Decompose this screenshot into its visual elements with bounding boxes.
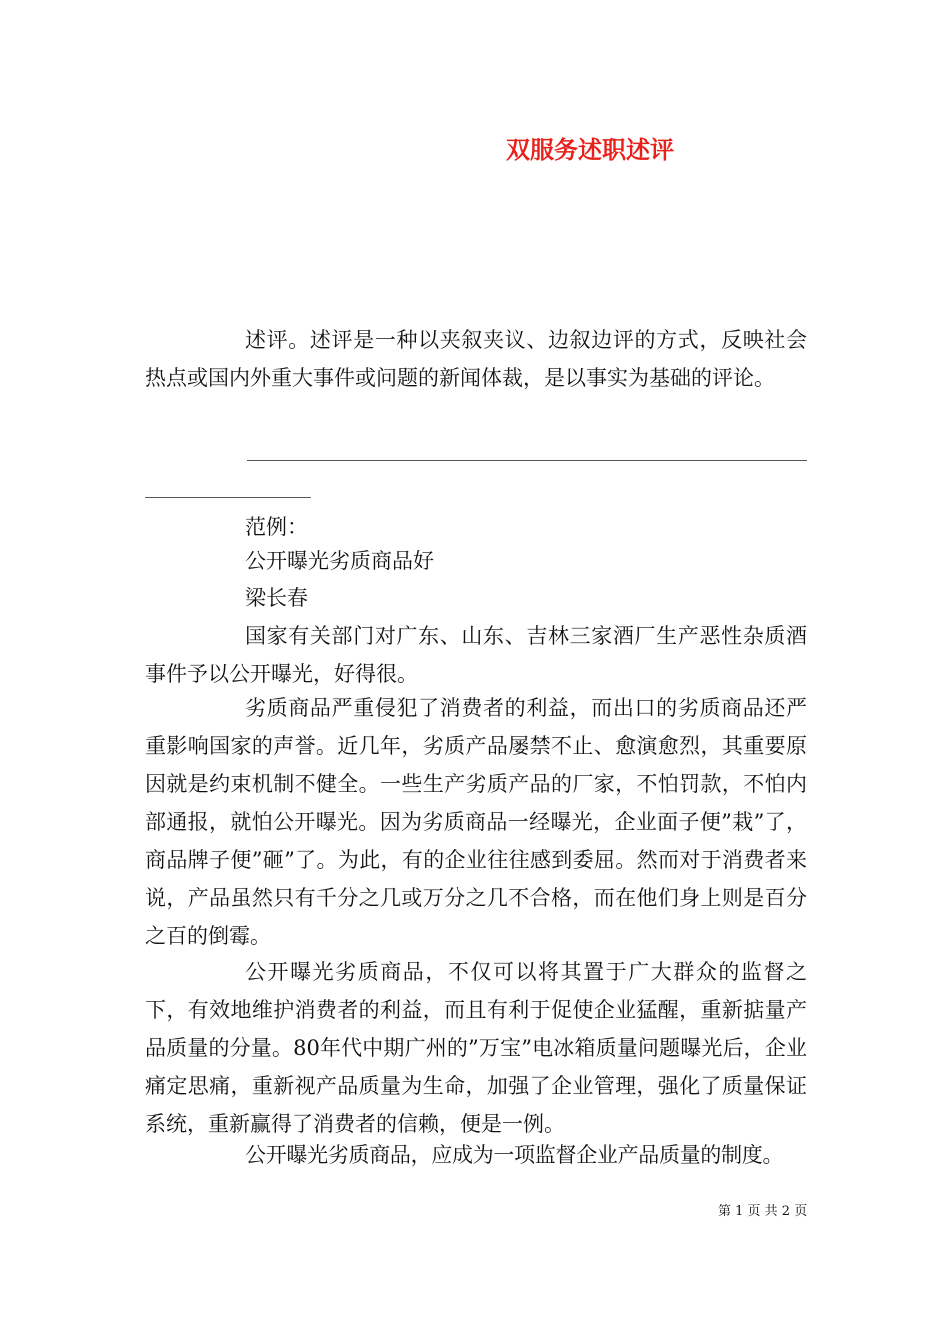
article-paragraph-2: 劣质商品严重侵犯了消费者的利益，而出口的劣质商品还严重影响国家的声誉。近几年，劣质产品屡禁不止、愈演愈烈，其重要原因就是约束机制不健全。一些生产劣质产品的厂家，不怕罚款，不怕内部通报，就怕公开曝光。因为劣质商品一经曝光，企业面子便”栽”了，商品牌子便”砸”了。为此，有的企业往往感到委屈。然而对于消费者来说，产品虽然只有千分之几或万分之几不合格，而在他们身上则是百分之百的倒霉。 (145, 696, 807, 948)
separator-line-2 (145, 497, 311, 498)
document-title: 双服务述职述评 (506, 135, 674, 164)
page-footer: 第 1 页 共 2 页 (718, 1204, 808, 1219)
separator-line-1 (247, 460, 807, 461)
article-paragraph-3: 公开曝光劣质商品，不仅可以将其置于广大群众的监督之下，有效地维护消费者的利益，而且有利于促使企业猛醒，重新掂量产品质量的分量。80年代中期广州的”万宝”电冰箱质量问题曝光后，企业痛定思痛，重新视产品质量为生命，加强了企业管理，强化了质量保证系统，重新赢得了消费者的信赖，便是一例。 (145, 960, 807, 1136)
title-area (0, 0, 950, 180)
example-label: 范例： (245, 515, 308, 539)
intro-paragraph: 述评。述评是一种以夹叙夹议、边叙边评的方式，反映社会热点或国内外重大事件或问题的新闻体裁，是以事实为基础的评论。 (145, 328, 807, 390)
article-author: 梁长春 (245, 586, 308, 610)
article-paragraph-1: 国家有关部门对广东、山东、吉林三家酒厂生产恶性杂质酒事件予以公开曝光，好得很。 (145, 624, 807, 686)
article-title: 公开曝光劣质商品好 (245, 549, 434, 573)
article-paragraph-4: 公开曝光劣质商品，应成为一项监督企业产品质量的制度。 (245, 1143, 784, 1167)
